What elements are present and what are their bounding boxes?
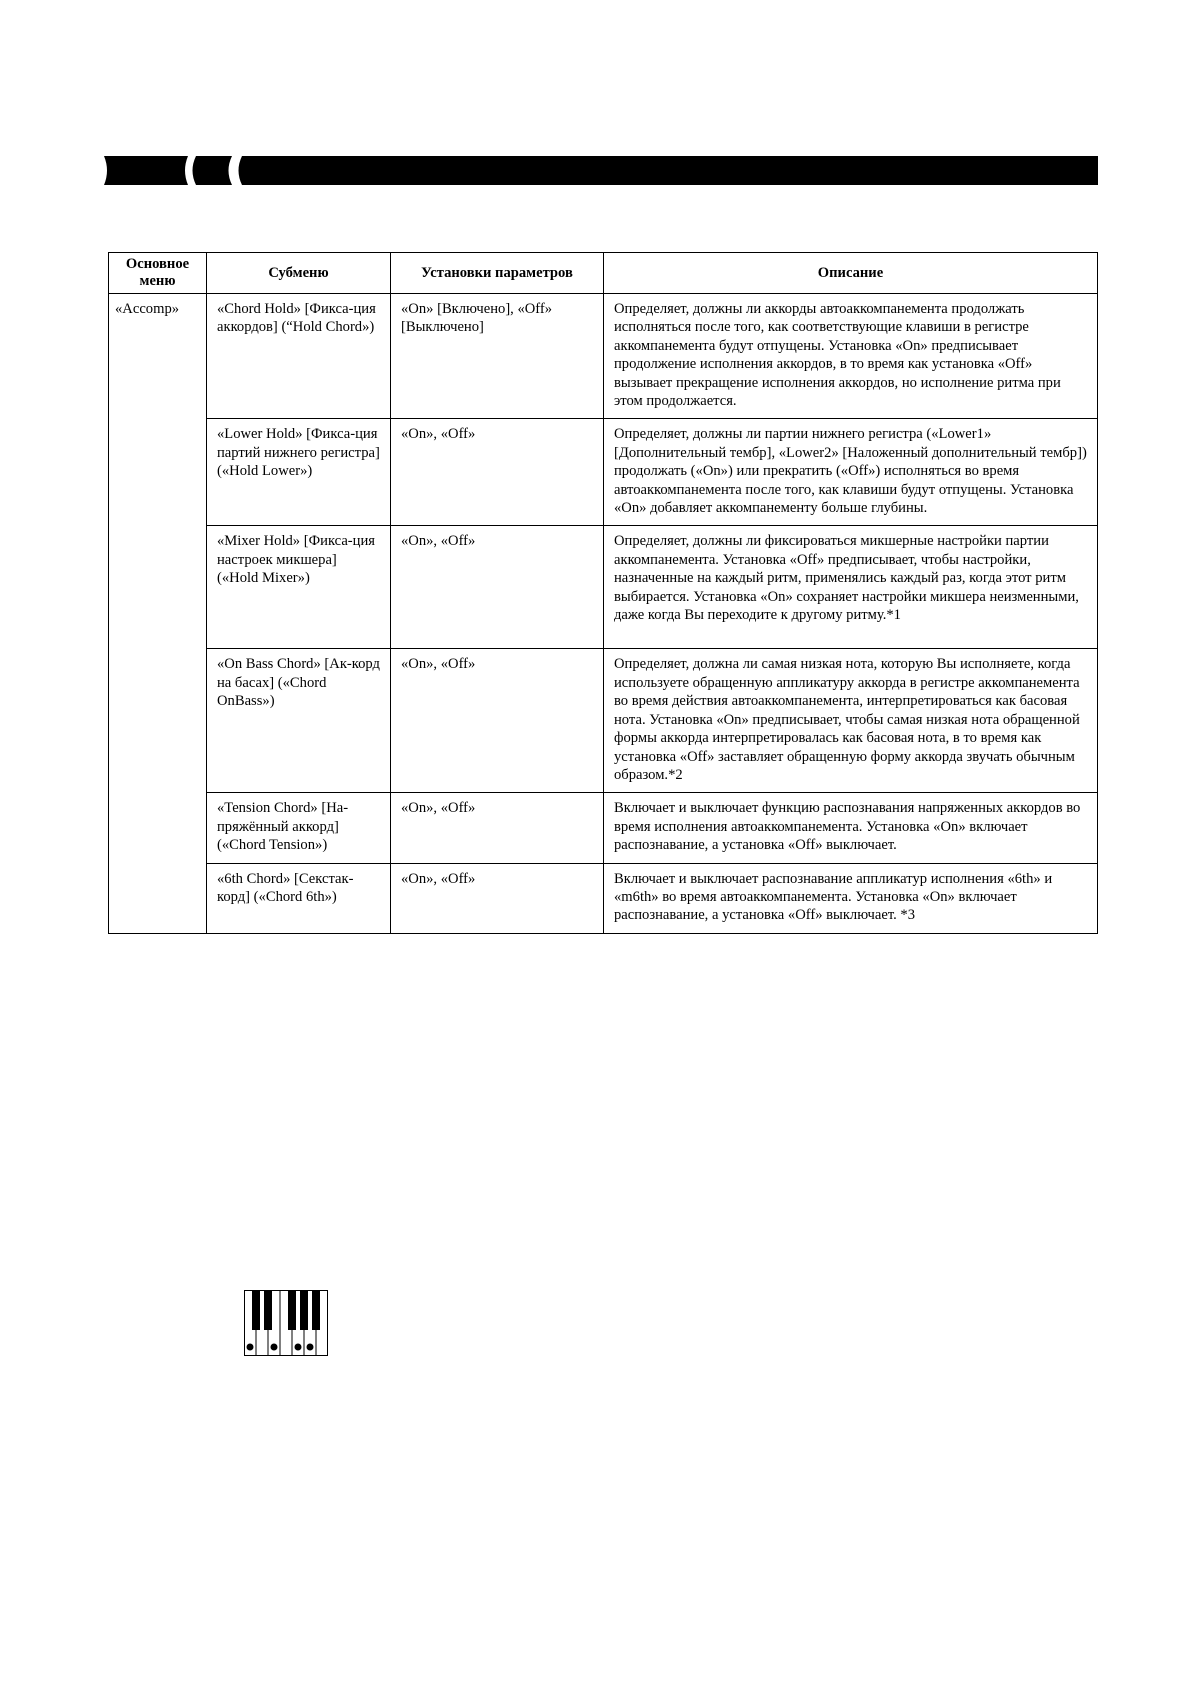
header-submenu: Субменю	[207, 253, 391, 294]
table-row	[109, 863, 1098, 933]
settings-table	[108, 252, 1098, 934]
piano-keyboard-icon	[244, 1290, 328, 1356]
submenu-cell: «Tension Chord» [На-пряжённый аккорд] («Chord Tension»)	[207, 793, 391, 863]
header-settings: Установки параметров	[391, 253, 604, 294]
table-header-row	[109, 253, 1098, 294]
table-row	[109, 649, 1098, 793]
description-cell: Включает и выключает функцию распознавания напряженных аккордов во время исполнения автоаккомпанемента. Установка «On» включает распознавание, а установка «Off» выключает.	[604, 793, 1098, 863]
settings-cell: «On», «Off»	[391, 526, 604, 649]
description-cell: Включает и выключает распознавание аппликатур исполнения «6th» и «m6th» во время автоаккомпанемента. Установка «On» включает распознавание, а установка «Off» выключает. *3	[604, 863, 1098, 933]
header-main-menu: Основное меню	[109, 253, 207, 294]
submenu-cell: «On Bass Chord» [Ак-корд на басах] («Chord OnBass»)	[207, 649, 391, 793]
description-cell: Определяет, должны ли партии нижнего регистра («Lower1» [Дополнительный тембр], «Lower2» [Наложенный дополнительный тембр]) продолжать («On») или прекратить («Off») исполняться во время автоаккомпанемента после того, как клавиши будут отпущены. Установка «On» добавляет аккомпанементу больше глубины.	[604, 419, 1098, 526]
description-cell: Определяет, должны ли фиксироваться микшерные настройки партии аккомпанемента. Установка «Off» предписывает, чтобы настройки, назначенные на каждый ритм, применялись каждый раз, когда этот ритм выбирается. Установка «On» сохраняет настройки микшера неизменными, даже когда Вы переходите к другому ритму.*1	[604, 526, 1098, 649]
section-header-bar	[104, 156, 1098, 185]
submenu-cell: «Lower Hold» [Фикса-ция партий нижнего регистра] («Hold Lower»)	[207, 419, 391, 526]
settings-cell: «On», «Off»	[391, 649, 604, 793]
submenu-cell: «Mixer Hold» [Фикса-ция настроек микшера] («Hold Mixer»)	[207, 526, 391, 649]
settings-cell: «On», «Off»	[391, 793, 604, 863]
table-row	[109, 793, 1098, 863]
header-bar-decoration-icon	[104, 156, 1098, 185]
description-cell: Определяет, должны ли аккорды автоаккомпанемента продолжать исполняться после того, как соответствующие клавиши в регистре аккомпанемента будут отпущены. Установка «On» предписывает продолжение исполнения аккордов, в то время как установка «Off» вызывает прекращение исполнения аккордов, но исполнение ритма при этом продолжается.	[604, 294, 1098, 419]
table-row	[109, 419, 1098, 526]
settings-cell: «On» [Включено], «Off» [Выключено]	[391, 294, 604, 419]
description-cell: Определяет, должна ли самая низкая нота, которую Вы исполняете, когда используете обращенную аппликатуру аккорда в регистре аккомпанемента во время действия автоаккомпанемента, интерпретироваться как басовая нота. Установка «On» предписывает, чтобы самая низкая нота обращенной формы аккорда интерпретировалась как басовая нота, в то время как установка «Off» заставляет обращенную форму аккорда звучать обычным образом.*2	[604, 649, 1098, 793]
main-menu-cell: «Accomp»	[109, 294, 207, 934]
settings-cell: «On», «Off»	[391, 863, 604, 933]
table-row	[109, 526, 1098, 649]
submenu-cell: «Chord Hold» [Фикса-ция аккордов] (“Hold Chord»)	[207, 294, 391, 419]
settings-cell: «On», «Off»	[391, 419, 604, 526]
table-row	[109, 294, 1098, 419]
submenu-cell: «6th Chord» [Секстак-корд] («Chord 6th»)	[207, 863, 391, 933]
header-description: Описание	[604, 253, 1098, 294]
